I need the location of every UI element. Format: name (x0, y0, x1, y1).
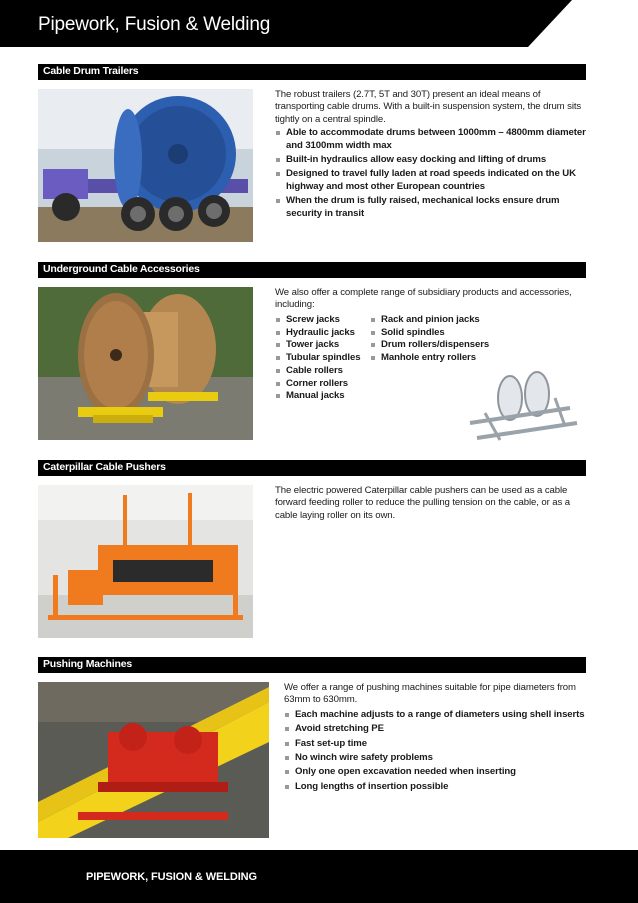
pushing-machine-photo (38, 682, 269, 838)
accessories-description (275, 287, 587, 312)
roller-product-image (465, 368, 580, 444)
trailer-photo (38, 89, 253, 242)
list-item: Drum rollers/dispensers (370, 339, 520, 352)
accessories-list-col1 (275, 314, 375, 403)
list-item: Avoid stretching PE (284, 723, 587, 735)
footer-label: PIPEWORK, FUSION & WELDING (86, 871, 257, 883)
machines-bullet-list (284, 709, 587, 793)
header-band (0, 0, 638, 47)
pushers-description (275, 485, 587, 522)
section-heading-trailers: Cable Drum Trailers (43, 65, 139, 77)
cable-pusher-photo (38, 485, 253, 638)
section-heading-bar (38, 262, 586, 278)
list-item: Rack and pinion jacks (370, 314, 520, 327)
list-item: Tower jacks (275, 339, 375, 352)
list-item: Manual jacks (275, 390, 375, 403)
section-heading-bar (38, 657, 586, 673)
section-heading-accessories: Underground Cable Accessories (43, 263, 200, 275)
list-item: Solid spindles (370, 327, 520, 340)
list-item: Screw jacks (275, 314, 375, 327)
list-item: Long lengths of insertion possible (284, 781, 587, 793)
list-item: Designed to travel fully laden at road speeds indicated on the UK highway and most other European countries (275, 168, 587, 193)
list-item: Tubular spindles (275, 352, 375, 365)
section-heading-machines: Pushing Machines (43, 658, 132, 670)
list-item: No winch wire safety problems (284, 752, 587, 764)
page-title: Pipework, Fusion & Welding (38, 14, 271, 35)
section-heading-bar (38, 64, 586, 80)
trailers-description (275, 89, 587, 220)
list-item: Each machine adjusts to a range of diameters using shell inserts (284, 709, 587, 721)
trailers-bullet-list (275, 127, 587, 220)
list-item: When the drum is fully raised, mechanical locks ensure drum security in transit (275, 195, 587, 220)
footer-band (0, 850, 638, 903)
section-heading-bar (38, 460, 586, 476)
list-item: Only one open excavation needed when inserting (284, 766, 587, 778)
pushers-intro: The electric powered Caterpillar cable pushers can be used as a cable forward feeding roller to reduce the pulling tension on the cable, or as a cable laying roller on its own. (275, 485, 570, 521)
machines-description (284, 682, 587, 793)
accessories-list-col2 (370, 314, 520, 365)
list-item: Hydraulic jacks (275, 327, 375, 340)
list-item: Cable rollers (275, 365, 375, 378)
section-heading-pushers: Caterpillar Cable Pushers (43, 461, 166, 473)
header-notch (528, 0, 638, 47)
accessories-intro: We also offer a complete range of subsidiary products and accessories, including: (275, 287, 572, 311)
list-item: Able to accommodate drums between 1000mm – 4800mm diameter and 3100mm width max (275, 127, 587, 152)
list-item: Built-in hydraulics allow easy docking and lifting of drums (275, 154, 587, 166)
list-item: Corner rollers (275, 378, 375, 391)
list-item: Manhole entry rollers (370, 352, 520, 365)
trailers-intro: The robust trailers (2.7T, 5T and 30T) present an ideal means of transporting cable drums. With a built-in suspension system, the drum sits tightly on a central spindle. (275, 89, 582, 125)
machines-intro: We offer a range of pushing machines suitable for pipe diameters from 63mm to 630mm. (284, 682, 576, 706)
list-item: Fast set-up time (284, 738, 587, 750)
cable-drums-photo (38, 287, 253, 440)
